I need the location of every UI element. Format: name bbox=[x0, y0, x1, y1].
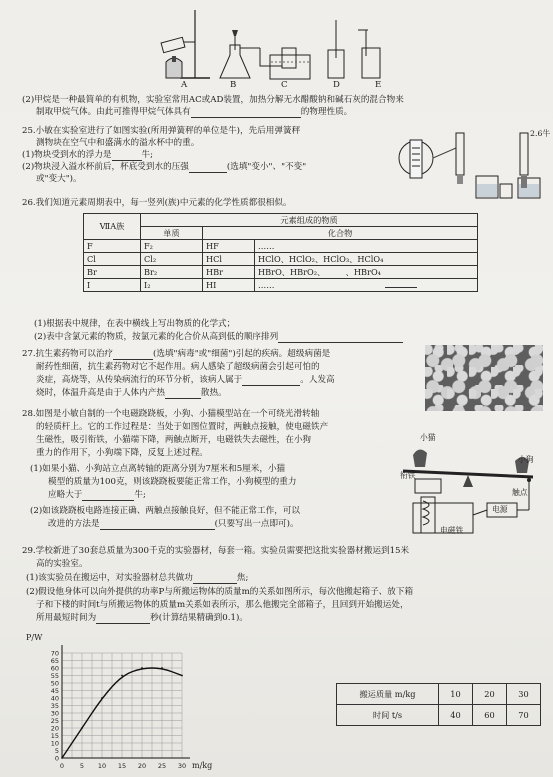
x-tick-label: 0 bbox=[59, 762, 65, 770]
table-cell: 30 bbox=[507, 684, 541, 705]
table-cell: HCl bbox=[203, 253, 255, 266]
q25-line3 bbox=[22, 150, 153, 161]
q28-text9b: (只要写出一点即可)。 bbox=[214, 519, 299, 529]
x-tick-label: 10 bbox=[97, 762, 107, 770]
data-point bbox=[61, 757, 63, 759]
table-cell: …… bbox=[255, 279, 478, 292]
label-d: D bbox=[333, 80, 340, 90]
y-tick-label: 40 bbox=[50, 694, 59, 703]
fig-label-cat: 小猫 bbox=[420, 433, 436, 442]
q25-q2-hint: (选填"变小"、"不变" bbox=[226, 162, 307, 172]
data-point bbox=[141, 667, 143, 669]
table-cell: HBr bbox=[203, 266, 255, 279]
q26-q2-blank[interactable] bbox=[278, 333, 403, 343]
q27-blank2[interactable] bbox=[242, 376, 300, 386]
q29-line6 bbox=[36, 613, 248, 624]
q24-answer-blank[interactable] bbox=[191, 108, 301, 118]
q27-line4 bbox=[36, 388, 227, 399]
table-row bbox=[84, 253, 478, 266]
q28-line2: 的轻质杆上。它的工作过程是：当处于如图位置时，两触点接触，使电磁铁产 bbox=[36, 422, 329, 432]
q28-text7: 应略大于 bbox=[48, 490, 83, 500]
y-tick-label: 55 bbox=[50, 672, 59, 680]
x-tick-label: 5 bbox=[79, 762, 85, 770]
q26-table-blank[interactable] bbox=[385, 278, 417, 288]
fig-label-armature: 衔铁 bbox=[400, 471, 416, 480]
q25-line5: 或"变大")。 bbox=[36, 174, 82, 184]
table-cell-with-blank: HBrO、HBrO₂、 、HBrO₄ bbox=[255, 266, 478, 279]
table-row-label: 搬运质量 m/kg bbox=[337, 684, 439, 705]
q28-line1: 28.如图是小敏自制的一个电磁跷跷板，小狗、小猫模型站在一个可绕光滑转轴 bbox=[22, 409, 320, 419]
q25-q2-text: (2)物块浸入溢水杯前后，杯底受到水的压强 bbox=[22, 162, 189, 172]
table-cell: 40 bbox=[439, 705, 473, 726]
q26-intro: 26.我们知道元素周期表中，每一竖列(族)中元素的化学性质都很相似。 bbox=[22, 198, 292, 208]
bacteria-micrograph bbox=[425, 345, 543, 411]
q27-text4b: 散热。 bbox=[200, 388, 227, 398]
fig-label-power: 电源 bbox=[492, 505, 508, 514]
q28-line8: (2)如该跷跷板电路连接正确、两触点接触良好，但不能正常工作，可以 bbox=[30, 506, 300, 516]
y-tick-label: 50 bbox=[50, 679, 59, 688]
chart-ylabel: P/W bbox=[26, 633, 43, 642]
y-tick-label: 10 bbox=[50, 739, 59, 748]
q25-line1: 25.小敏在实验室进行了如图实验(所用弹簧秤的单位是牛)，先后用弹簧秤 bbox=[22, 126, 301, 136]
fig-label-dog: 小狗 bbox=[518, 455, 534, 464]
q26-q2-text: (2)表中含氯元素的物质，按氯元素的化合价从高到低的顺序排列 bbox=[34, 332, 279, 342]
q26-q2 bbox=[34, 332, 403, 343]
table-cell: F bbox=[84, 240, 141, 253]
table-cell: Br bbox=[84, 266, 141, 279]
q28-text7b: 牛; bbox=[134, 490, 146, 500]
table-header-props: 元素组成的物质 bbox=[141, 214, 478, 227]
y-tick-label: 70 bbox=[50, 649, 59, 658]
data-point bbox=[181, 675, 183, 677]
y-tick-label: 0 bbox=[54, 754, 59, 763]
q25-line2: 测物块在空气中和盛满水的溢水杯中的重。 bbox=[36, 138, 200, 148]
table-cell: 20 bbox=[473, 684, 507, 705]
label-b: B bbox=[230, 80, 237, 90]
label-a: A bbox=[181, 80, 188, 90]
periodic-group-table bbox=[83, 213, 478, 292]
seesaw-figure bbox=[393, 425, 545, 543]
q27-blank3[interactable] bbox=[165, 389, 201, 399]
q29-blank2[interactable] bbox=[96, 614, 150, 624]
q24-line2-text: 制取甲烷气体。由此可推得甲烷气体具有 bbox=[36, 107, 191, 117]
q25-q1-unit: 牛; bbox=[141, 150, 154, 160]
q28-line6: 模型的质量为100克，则该跷跷板要能正常工作，小狗模型的重力 bbox=[48, 477, 297, 487]
gas-apparatus-figure bbox=[150, 0, 390, 88]
x-tick-label: 30 bbox=[177, 762, 187, 770]
chart-xlabel: m/kg bbox=[192, 761, 213, 770]
table-header-compound: 化合物 bbox=[203, 227, 478, 240]
table-cell: F₂ bbox=[141, 240, 203, 253]
q24-line2 bbox=[36, 107, 352, 118]
q24-line2-tail: 的物理性质。 bbox=[300, 107, 353, 117]
q29-text3: (1)该实验员在搬运中，对实验器材总共做功 bbox=[26, 573, 193, 583]
y-tick-label: 60 bbox=[50, 664, 59, 673]
q29-text6: 所用最短时间为 bbox=[36, 613, 97, 623]
q27-blank1[interactable] bbox=[113, 350, 153, 360]
q29-line2: 高的实验室。 bbox=[36, 559, 88, 569]
y-tick-label: 15 bbox=[50, 732, 59, 740]
q27-text1b: (选填"病毒"或"细菌")引起的疾病。超级病菌是 bbox=[153, 349, 331, 359]
q29-text6b: 秒(计算结果精确到0.1)。 bbox=[150, 613, 248, 623]
q28-blank2[interactable] bbox=[100, 520, 215, 530]
power-mass-chart bbox=[20, 630, 220, 775]
table-cell: HF bbox=[203, 240, 255, 253]
y-tick-label: 35 bbox=[50, 702, 59, 710]
q25-q1-text: (1)物块受到水的浮力是 bbox=[22, 150, 112, 160]
q28-line5: (1)如果小猫、小狗站立点离转轴的距离分别为7厘米和5厘米，小猫 bbox=[30, 464, 286, 474]
q25-line4 bbox=[22, 162, 306, 173]
q27-line2: 耐药性细菌，抗生素药物对它不起作用。病人感染了超级病菌会引起可怕的 bbox=[36, 362, 320, 372]
q29-line3 bbox=[26, 573, 248, 584]
q27-text1: 27.抗生素药物可以治疗 bbox=[22, 349, 114, 359]
q29-line5: 子和下楼的时间t与所搬运物体的质量m关系如表所示，那么他搬完全部箱子，且回到开始搬运处， bbox=[36, 600, 409, 610]
q26-q1: (1)根据表中规律，在表中横线上写出物质的化学式； bbox=[34, 319, 236, 329]
q27-line1 bbox=[22, 349, 330, 360]
data-point bbox=[161, 667, 163, 669]
y-tick-label: 5 bbox=[54, 747, 59, 755]
table-cell: Cl bbox=[84, 253, 141, 266]
q28-line3: 生磁性，吸引衔铁，小猫端下降，两触点断开，电磁铁失去磁性，在小狗 bbox=[36, 435, 312, 445]
table-row bbox=[337, 705, 541, 726]
label-e: E bbox=[375, 80, 382, 90]
q28-line4: 重力的作用下，小狗端下降，反复上述过程。 bbox=[36, 448, 208, 458]
spring-scale-reading: 2.6牛 bbox=[530, 129, 551, 138]
q27-text4: 烧时，体温升高是由于人体内产热 bbox=[36, 388, 165, 398]
y-tick-label: 20 bbox=[50, 724, 59, 733]
x-tick-label: 15 bbox=[117, 762, 127, 770]
table-row-label: 时间 t/s bbox=[337, 705, 439, 726]
x-tick-label: 20 bbox=[137, 762, 147, 770]
spring-scale-figure bbox=[398, 128, 546, 206]
table-row bbox=[84, 266, 478, 279]
q29-blank1[interactable] bbox=[193, 574, 237, 584]
data-point bbox=[81, 727, 83, 729]
table-cell: I₂ bbox=[141, 279, 203, 292]
q27-line3 bbox=[36, 375, 335, 386]
fig-label-electromagnet: 电磁铁 bbox=[440, 526, 464, 535]
q24-line1: (2)甲烷是一种最简单的有机物，实验室常用AC或AD装置，加热分解无水醋酸钠和碱石灰的混合物来 bbox=[22, 95, 404, 105]
y-tick-label: 45 bbox=[50, 687, 59, 695]
table-row bbox=[84, 240, 478, 253]
x-tick-label: 25 bbox=[157, 762, 167, 770]
q29-line4: (2)假设他身体可以向外提供的功率P与所搬运物体的质量m的关系如图所示，每次他搬起箱子、放下箱 bbox=[26, 587, 414, 597]
y-tick-label: 30 bbox=[50, 709, 59, 718]
q28-blank1[interactable] bbox=[82, 491, 134, 501]
table-header-simple: 单质 bbox=[141, 227, 203, 240]
mass-time-table bbox=[336, 683, 541, 726]
q28-text9: 改进的方法是 bbox=[48, 519, 100, 529]
table-header-group: ⅦA族 bbox=[84, 214, 141, 240]
table-row bbox=[84, 279, 478, 292]
label-c: C bbox=[281, 80, 288, 90]
fig-label-contact: 触点 bbox=[512, 488, 528, 497]
table-cell: Cl₂ bbox=[141, 253, 203, 266]
q29-line1: 29.学校新进了30套总质量为300千克的实验器材，每套一箱。实验员需要把这批实验器材搬运到15米 bbox=[22, 546, 410, 556]
q28-line9 bbox=[48, 519, 299, 530]
q27-text3: 炎症，高烧等，从传染病流行的环节分析，该病人属于 bbox=[36, 375, 243, 385]
q28-line7 bbox=[48, 490, 146, 501]
table-cell: 60 bbox=[473, 705, 507, 726]
table-cell: HClO、HClO₂、HClO₃、HClO₄ bbox=[255, 253, 478, 266]
table-cell: Br₂ bbox=[141, 266, 203, 279]
table-row bbox=[337, 684, 541, 705]
q25-q2-blank[interactable] bbox=[189, 163, 227, 173]
table-cell: 70 bbox=[507, 705, 541, 726]
table-cell: I bbox=[84, 279, 141, 292]
table-cell: 10 bbox=[439, 684, 473, 705]
table-cell: HI bbox=[203, 279, 255, 292]
q25-q1-blank[interactable] bbox=[112, 151, 142, 161]
table-cell: …… bbox=[255, 240, 478, 253]
q29-text3b: 焦; bbox=[236, 573, 249, 583]
y-tick-label: 65 bbox=[50, 657, 59, 665]
data-point bbox=[121, 675, 123, 677]
data-point bbox=[101, 697, 103, 699]
q27-text3b: 。人发高 bbox=[300, 375, 335, 385]
y-tick-label: 25 bbox=[50, 717, 59, 725]
